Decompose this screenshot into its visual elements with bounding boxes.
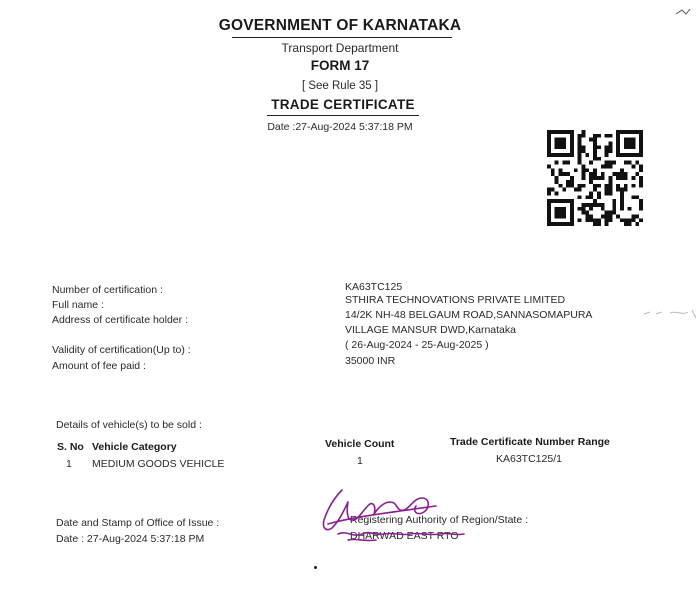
full-name-value: STHIRA TECHNOVATIONS PRIVATE LIMITED bbox=[345, 294, 566, 306]
form-number: FORM 17 bbox=[310, 58, 370, 73]
certificate-title-underline bbox=[267, 115, 419, 116]
header-sno: S. No bbox=[57, 441, 84, 453]
footer-date: Date : 27-Aug-2024 5:37:18 PM bbox=[56, 533, 205, 545]
label-validity: Validity of certification(Up to) : bbox=[52, 344, 191, 356]
rule-reference: [ See Rule 35 ] bbox=[301, 80, 379, 92]
row-vehicle-count: 1 bbox=[357, 455, 363, 467]
label-address: Address of certificate holder : bbox=[52, 314, 188, 326]
vehicles-intro: Details of vehicle(s) to be sold : bbox=[56, 419, 202, 431]
row-sno: 1 bbox=[66, 458, 72, 470]
label-certificate-number: Number of certification : bbox=[52, 284, 163, 296]
date-stamp-label: Date and Stamp of Office of Issue : bbox=[56, 517, 220, 529]
fee-value: 35000 INR bbox=[345, 355, 396, 367]
header-vehicle-category: Vehicle Category bbox=[92, 441, 177, 453]
government-heading: GOVERNMENT OF KARNATAKA bbox=[218, 17, 462, 34]
row-number-range: KA63TC125/1 bbox=[496, 453, 562, 465]
rto-office: DHARWAD EAST RTO bbox=[350, 530, 459, 542]
signature-icon bbox=[318, 484, 478, 548]
scan-dot-icon bbox=[314, 566, 317, 569]
label-full-name: Full name : bbox=[52, 299, 104, 311]
heading-underline bbox=[232, 37, 452, 38]
validity-value: ( 26-Aug-2024 - 25-Aug-2025 ) bbox=[345, 339, 489, 351]
certificate-title: TRADE CERTIFICATE bbox=[271, 97, 415, 112]
row-vehicle-category: MEDIUM GOODS VEHICLE bbox=[92, 458, 225, 470]
scan-mark-icon bbox=[674, 6, 694, 18]
scan-mark-icon bbox=[640, 306, 700, 320]
department-name: Transport Department bbox=[281, 41, 399, 55]
header-number-range: Trade Certificate Number Range bbox=[450, 436, 610, 448]
registering-authority-label: Registering Authority of Region/State : bbox=[350, 514, 529, 526]
issue-date-line: Date :27-Aug-2024 5:37:18 PM bbox=[267, 121, 413, 133]
address-line-1: 14/2K NH-48 BELGAUM ROAD,SANNASOMAPURA bbox=[345, 309, 593, 321]
header-vehicle-count: Vehicle Count bbox=[325, 438, 395, 450]
certificate-number-value: KA63TC125 bbox=[345, 281, 403, 293]
label-fee: Amount of fee paid : bbox=[52, 360, 146, 372]
address-line-2: VILLAGE MANSUR DWD,Karnataka bbox=[345, 324, 516, 336]
qr-code-icon bbox=[547, 129, 643, 227]
